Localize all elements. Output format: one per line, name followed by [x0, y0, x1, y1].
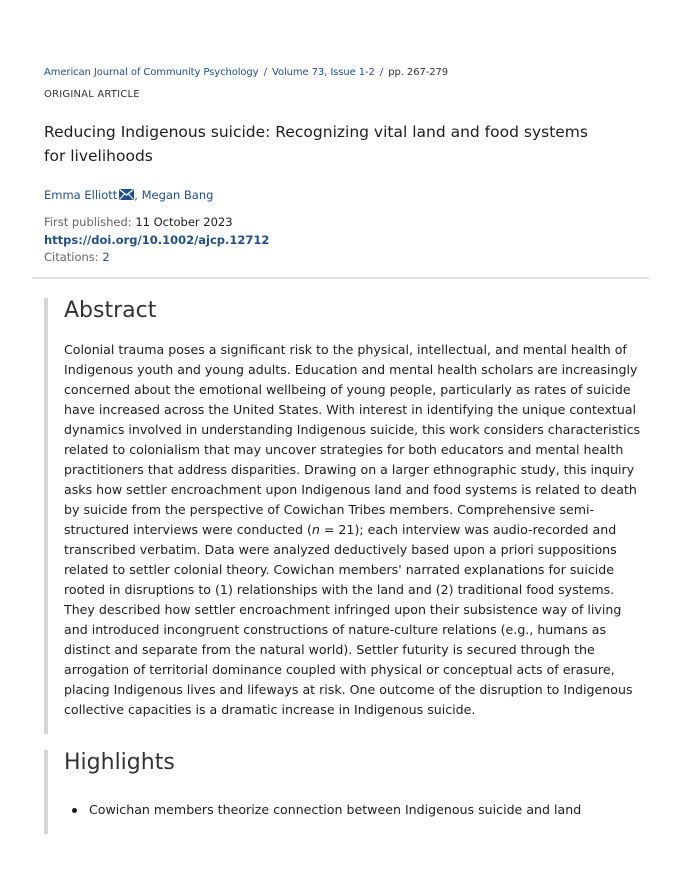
breadcrumb-separator: /	[379, 67, 384, 78]
author-list	[44, 188, 213, 203]
citations-label: Citations:	[44, 250, 99, 264]
author-link-megan-bang[interactable]: Megan Bang	[141, 188, 214, 202]
article-title: Reducing Indigenous suicide: Recognizing vital land and food systems for livelihoods	[44, 123, 588, 165]
breadcrumb-separator: /	[263, 67, 267, 78]
breadcrumb	[44, 67, 448, 78]
envelope-icon[interactable]	[119, 189, 134, 203]
highlights-section	[44, 750, 644, 834]
highlight-text: Cowichan members theorize connection between Indigenous suicide and land	[89, 802, 582, 817]
section-bar	[44, 298, 48, 734]
bullet-icon	[72, 808, 77, 813]
abstract-heading: Abstract	[64, 298, 157, 323]
abstract-section	[44, 298, 644, 734]
issue-link[interactable]: Volume 73, Issue 1-2	[271, 67, 375, 78]
first-published-date: 11 October 2023	[135, 215, 233, 229]
citations-row	[44, 250, 110, 264]
abstract-text	[64, 340, 644, 720]
header-divider	[32, 277, 649, 279]
page-range: pp. 267-279	[388, 67, 449, 78]
abstract-text-part2: = 21); each interview was audio-recorded and transcribed verbatim. Data were analyzed deductively based upon a priori suppositions related to settler colonial theory. Cowichan members' narrated explanations for suicide rooted in disruptions to (1) relationships with the land and (2) traditional food systems. They described how settler encroachment infringed upon their subsistence way of living and introduced incongruent constructions of nature-culture relations (e.g., humans as distinct and separate from the natural world). Settler futurity is secured through the arrogation of territorial dominance coupled with physical or conceptual acts of erasure, placing Indigenous lives and lifeways at risk. One outcome of the disruption to Indigenous collective capacities is a dramatic increase in Indigenous suicide.	[64, 522, 633, 717]
first-published-label: First published:	[44, 215, 132, 229]
first-published	[44, 215, 233, 229]
author-separator: ,	[134, 188, 138, 202]
doi-link[interactable]: https://doi.org/10.1002/ajcp.12712	[44, 233, 270, 247]
list-item	[64, 800, 581, 820]
section-bar	[44, 750, 48, 834]
abstract-n-symbol: n	[311, 522, 320, 537]
article-type-label: ORIGINAL ARTICLE	[44, 89, 140, 100]
highlights-heading: Highlights	[64, 750, 175, 775]
doi-row	[44, 233, 269, 247]
journal-link[interactable]: American Journal of Community Psychology	[44, 67, 259, 78]
citations-count-link[interactable]: 2	[102, 250, 110, 264]
highlights-list	[64, 800, 581, 820]
author-link-emma-elliott[interactable]: Emma Elliott	[44, 188, 118, 202]
abstract-text-part1: Colonial trauma poses a significant risk to the physical, intellectual, and mental health of Indigenous youth and young adults. Education and mental health scholars are increasingly concerned about the emotional wellbeing of young people, particularly as rates of suicide have increased across the United States. With interest in identifying the unique contextual dynamics involved in understanding Indigenous suicide, this work considers characteristics related to colonialism that may uncover strategies for both educators and mental health practitioners that address disparities. Drawing on a larger ethnographic study, this inquiry asks how settler encroachment upon Indigenous land and food systems is related to death by suicide from the perspective of Cowichan Tribes members. Comprehensive semi-structured interviews were conducted (	[64, 342, 641, 537]
